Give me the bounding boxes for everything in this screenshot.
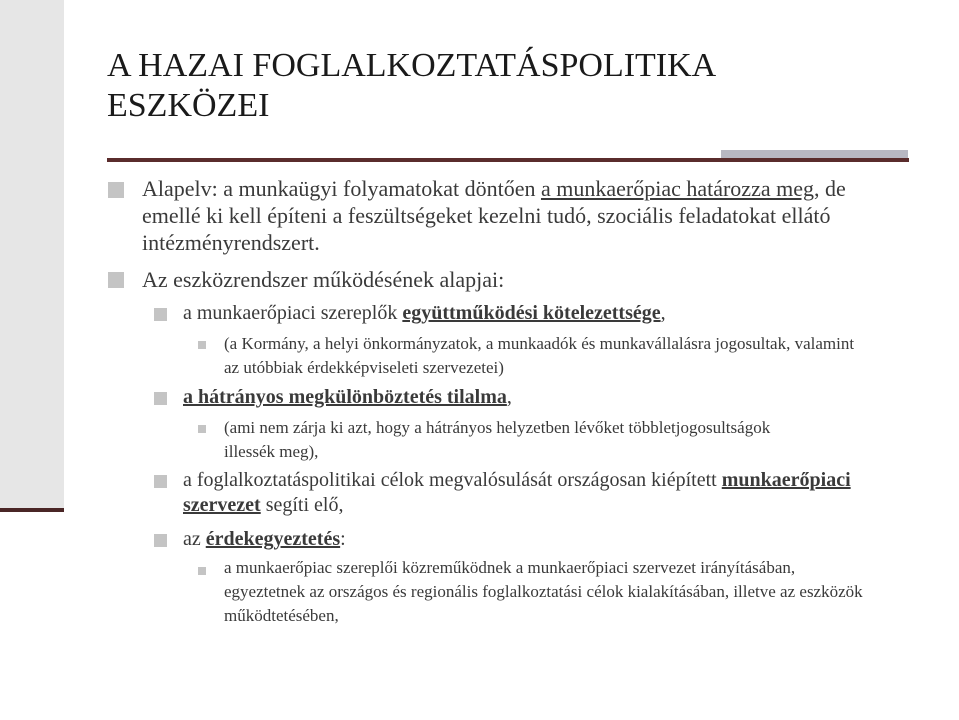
discrimination-detail-text: (ami nem zárja ki azt, hogy a hátrányos helyzetben lévőket többletjogosultságok illessék meg), [224,418,771,461]
principle-link[interactable]: a munkaerőpiac határozza meg [540,176,814,201]
interest-text-end: : [340,528,346,550]
interest-text-start: az [183,528,206,550]
labour-organization-text-end: segíti elő, [260,494,344,516]
slide-title-line1: A HAZAI FOGLALKOZTATÁSPOLITIKA [107,47,717,84]
cooperation-detail-text: (a Kormány, a helyi önkormányzatok, a munkaadók és munkavállalásra jogosultak, valamint az utóbbiak érdekképviseleti szervezetei) [224,334,855,377]
sidebar-decoration [0,0,64,510]
interest-detail-text: a munkaerőpiac szereplői közreműködnek a munkaerőpiaci szervezet irányításában, egyeztetnek az országos és regionális foglalkoztatási célok kialakításában, illetve az eszközök működtetésében, [224,558,863,625]
sidebar-underline [0,508,64,512]
title-accent-dark-rule [107,158,909,162]
square-bullet-icon [108,272,124,288]
bullet-cooperation-detail [224,332,864,380]
bullet-foundations [142,266,887,293]
bullet-cooperation [183,301,903,326]
foundations-text: Az eszközrendszer működésének alapjai: [142,267,505,292]
cooperation-text-end: , [660,302,666,324]
slide-title-line2: ESZKÖZEI [107,87,270,124]
principle-text-start: Alapelv: a munkaügyi folyamatokat döntően [142,176,541,201]
square-bullet-icon [154,392,167,405]
principle-text-end: , de emellé ki kell építeni a feszültségeket kezelni tudó, szociális feladatokat ellátó intézményrendszert. [142,176,846,255]
bullet-interest-reconciliation [183,527,903,552]
interest-link[interactable]: érdekegyeztetés [205,528,341,550]
bullet-interest-detail [224,556,864,628]
labour-organization-link[interactable]: munkaerőpiaci szervezet [183,469,851,516]
square-bullet-icon [198,567,206,575]
discrimination-text-end: , [506,386,512,408]
cooperation-link[interactable]: együttműködési kötelezettsége [402,302,661,324]
square-bullet-icon [154,534,167,547]
bullet-discrimination [183,385,903,410]
bullet-discrimination-detail [224,416,784,464]
discrimination-link[interactable]: a hátrányos megkülönböztetés tilalma [183,386,507,408]
square-bullet-icon [198,341,206,349]
square-bullet-icon [154,475,167,488]
cooperation-text-start: a munkaerőpiaci szereplők [183,302,403,324]
square-bullet-icon [154,308,167,321]
labour-organization-text-start: a foglalkoztatáspolitikai célok megvalósulását országosan kiépített [183,469,722,491]
square-bullet-icon [198,425,206,433]
bullet-labour-organization [183,468,883,518]
slide-title [107,46,927,126]
bullet-principle [142,175,887,256]
square-bullet-icon [108,182,124,198]
